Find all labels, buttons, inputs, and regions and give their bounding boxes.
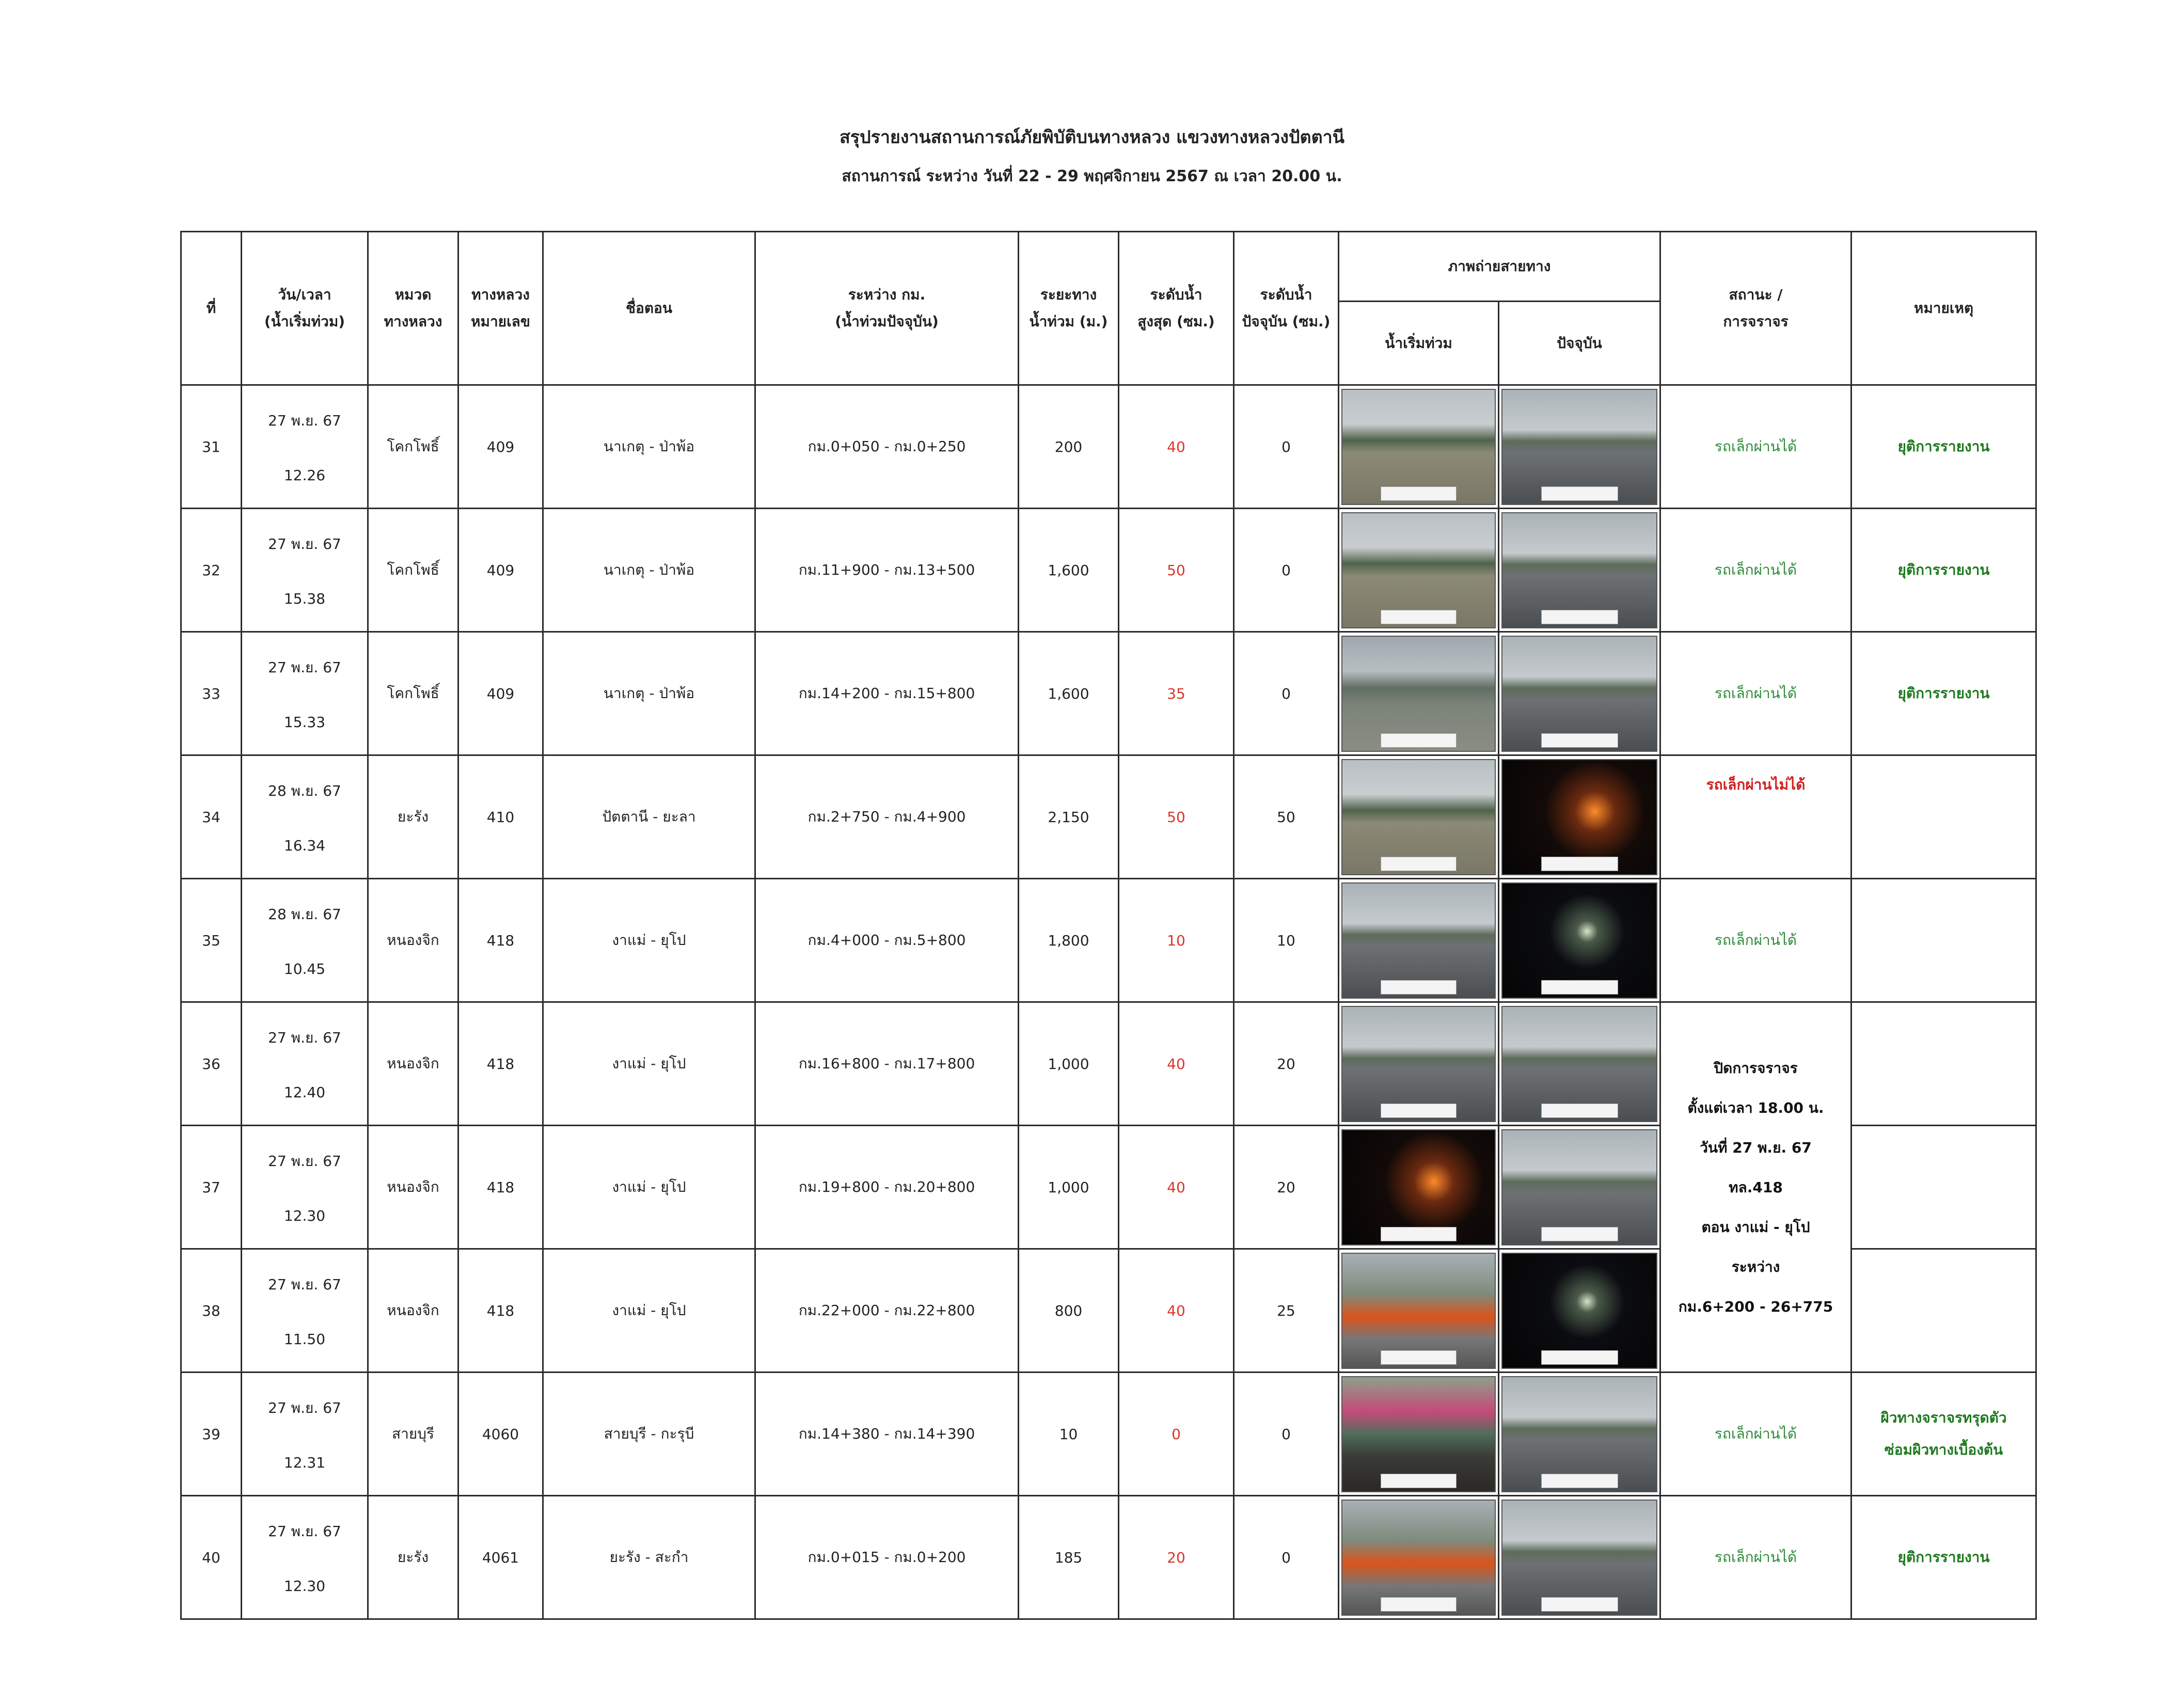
row-route: 4061	[458, 1496, 543, 1619]
col-header-max-level: ระดับน้ำ สูงสุด (ซม.)	[1119, 232, 1234, 385]
row-current-level: 25	[1234, 1249, 1339, 1373]
row-no: 36	[181, 1002, 242, 1126]
photo-start[interactable]	[1341, 389, 1496, 505]
photo-start[interactable]	[1341, 512, 1496, 628]
row-current-level: 0	[1234, 632, 1339, 755]
photo-now[interactable]	[1501, 389, 1657, 505]
row-max-level: 35	[1119, 632, 1234, 755]
row-status: รถเล็กผ่านได้	[1660, 1373, 1851, 1496]
row-district: หนองจิก	[368, 879, 458, 1002]
photo-start[interactable]	[1341, 1006, 1496, 1122]
row-status: รถเล็กผ่านได้	[1660, 385, 1851, 509]
photo-start[interactable]	[1341, 1253, 1496, 1369]
row-date: 27 พ.ย. 67 15.33	[242, 632, 368, 755]
row-date: 27 พ.ย. 67 12.26	[242, 385, 368, 509]
col-header-photo-now: ปัจจุบัน	[1499, 302, 1660, 385]
row-date: 27 พ.ย. 67 12.40	[242, 1002, 368, 1126]
closure-notice: ปิดการจราจร ตั้งแต่เวลา 18.00 น. วันที่ 27 พ.ย. 67 ทล.418 ตอน งาแม่ - ยุโป ระหว่าง กม.6+200 - 26+775	[1660, 1002, 1851, 1373]
row-length: 800	[1019, 1249, 1119, 1373]
photo-now[interactable]	[1501, 1376, 1657, 1492]
disaster-report-table	[180, 231, 2037, 1620]
row-max-level: 20	[1119, 1496, 1234, 1619]
col-header-no: ที่	[181, 232, 242, 385]
row-km: กม.2+750 - กม.4+900	[755, 755, 1019, 879]
row-length: 1,800	[1019, 879, 1119, 1002]
row-route: 410	[458, 755, 543, 879]
row-no: 35	[181, 879, 242, 1002]
row-district: สายบุรี	[368, 1373, 458, 1496]
row-status: รถเล็กผ่านได้	[1660, 879, 1851, 1002]
row-district: ยะรัง	[368, 1496, 458, 1619]
row-district: หนองจิก	[368, 1249, 458, 1373]
photo-start[interactable]	[1341, 882, 1496, 999]
row-current-level: 20	[1234, 1126, 1339, 1249]
row-no: 33	[181, 632, 242, 755]
row-remark: ยุติการรายงาน	[1851, 509, 2036, 632]
photo-now[interactable]	[1501, 882, 1657, 999]
col-header-photo-start: น้ำเริ่มท่วม	[1339, 302, 1499, 385]
row-date: 27 พ.ย. 67 12.30	[242, 1496, 368, 1619]
row-date: 27 พ.ย. 67 11.50	[242, 1249, 368, 1373]
row-length: 2,150	[1019, 755, 1119, 879]
row-route: 418	[458, 1249, 543, 1373]
row-max-level: 40	[1119, 1002, 1234, 1126]
row-route: 409	[458, 632, 543, 755]
row-status: รถเล็กผ่านไม่ได้	[1660, 755, 1851, 879]
table-row	[181, 509, 2036, 632]
photo-start[interactable]	[1341, 1376, 1496, 1492]
row-route: 418	[458, 879, 543, 1002]
row-date: 27 พ.ย. 67 12.31	[242, 1373, 368, 1496]
photo-start[interactable]	[1341, 759, 1496, 875]
row-district: ยะรัง	[368, 755, 458, 879]
row-remark: ยุติการรายงาน	[1851, 632, 2036, 755]
col-header-length: ระยะทาง น้ำท่วม (ม.)	[1019, 232, 1119, 385]
row-length: 200	[1019, 385, 1119, 509]
header-row	[181, 232, 2036, 302]
row-no: 37	[181, 1126, 242, 1249]
row-district: โคกโพธิ์	[368, 632, 458, 755]
col-header-district: หมวด ทางหลวง	[368, 232, 458, 385]
row-km: กม.14+380 - กม.14+390	[755, 1373, 1019, 1496]
row-max-level: 50	[1119, 755, 1234, 879]
row-section: ยะรัง - สะกำ	[543, 1496, 755, 1619]
row-max-level: 0	[1119, 1373, 1234, 1496]
row-district: โคกโพธิ์	[368, 385, 458, 509]
row-remark	[1851, 879, 2036, 1002]
col-header-km: ระหว่าง กม. (น้ำท่วมปัจจุบัน)	[755, 232, 1019, 385]
row-km: กม.0+015 - กม.0+200	[755, 1496, 1019, 1619]
row-current-level: 20	[1234, 1002, 1339, 1126]
photo-now[interactable]	[1501, 1253, 1657, 1369]
photo-start[interactable]	[1341, 1129, 1496, 1245]
row-section: นาเกตุ - ป่าพ้อ	[543, 385, 755, 509]
row-length: 1,600	[1019, 509, 1119, 632]
col-header-current-level: ระดับน้ำ ปัจจุบัน (ซม.)	[1234, 232, 1339, 385]
row-remark	[1851, 1126, 2036, 1249]
row-section: ปัตตานี - ยะลา	[543, 755, 755, 879]
row-district: หนองจิก	[368, 1126, 458, 1249]
table-row	[181, 879, 2036, 1002]
photo-now[interactable]	[1501, 636, 1657, 752]
photo-start[interactable]	[1341, 1500, 1496, 1616]
row-no: 31	[181, 385, 242, 509]
photo-now[interactable]	[1501, 512, 1657, 628]
row-date: 28 พ.ย. 67 16.34	[242, 755, 368, 879]
table-row	[181, 385, 2036, 509]
col-header-date: วัน/เวลา (น้ำเริ่มท่วม)	[242, 232, 368, 385]
row-remark: ยุติการรายงาน	[1851, 1496, 2036, 1619]
photo-now[interactable]	[1501, 1500, 1657, 1616]
row-current-level: 0	[1234, 1373, 1339, 1496]
row-km: กม.11+900 - กม.13+500	[755, 509, 1019, 632]
row-length: 1,600	[1019, 632, 1119, 755]
col-header-section: ชื่อตอน	[543, 232, 755, 385]
table-row	[181, 1002, 2036, 1126]
row-max-level: 10	[1119, 879, 1234, 1002]
row-section: งาแม่ - ยุโป	[543, 879, 755, 1002]
row-section: งาแม่ - ยุโป	[543, 1126, 755, 1249]
row-section: นาเกตุ - ป่าพ้อ	[543, 509, 755, 632]
row-section: งาแม่ - ยุโป	[543, 1002, 755, 1126]
row-section: สายบุรี - กะรุบี	[543, 1373, 755, 1496]
row-route: 418	[458, 1126, 543, 1249]
photo-now[interactable]	[1501, 1006, 1657, 1122]
row-status: รถเล็กผ่านได้	[1660, 1496, 1851, 1619]
col-header-status: สถานะ / การจราจร	[1660, 232, 1851, 385]
row-max-level: 40	[1119, 1126, 1234, 1249]
row-current-level: 0	[1234, 385, 1339, 509]
row-current-level: 50	[1234, 755, 1339, 879]
row-current-level: 0	[1234, 1496, 1339, 1619]
row-no: 34	[181, 755, 242, 879]
row-length: 1,000	[1019, 1002, 1119, 1126]
col-header-remark: หมายเหตุ	[1851, 232, 2036, 385]
row-remark: ยุติการรายงาน	[1851, 385, 2036, 509]
row-length: 1,000	[1019, 1126, 1119, 1249]
table-row	[181, 1496, 2036, 1619]
row-status: รถเล็กผ่านได้	[1660, 632, 1851, 755]
table-row	[181, 1373, 2036, 1496]
row-km: กม.0+050 - กม.0+250	[755, 385, 1019, 509]
row-km: กม.14+200 - กม.15+800	[755, 632, 1019, 755]
photo-now[interactable]	[1501, 1129, 1657, 1245]
row-km: กม.4+000 - กม.5+800	[755, 879, 1019, 1002]
col-header-photos: ภาพถ่ายสายทาง	[1339, 232, 1660, 302]
row-route: 409	[458, 385, 543, 509]
col-header-route: ทางหลวง หมายเลข	[458, 232, 543, 385]
page-subtitle: สถานการณ์ ระหว่าง วันที่ 22 - 29 พฤศจิกายน 2567 ณ เวลา 20.00 น.	[842, 167, 1342, 185]
row-no: 40	[181, 1496, 242, 1619]
row-remark	[1851, 1249, 2036, 1373]
row-district: หนองจิก	[368, 1002, 458, 1126]
row-km: กม.19+800 - กม.20+800	[755, 1126, 1019, 1249]
row-date: 27 พ.ย. 67 12.30	[242, 1126, 368, 1249]
row-section: งาแม่ - ยุโป	[543, 1249, 755, 1373]
row-remark	[1851, 755, 2036, 879]
row-no: 38	[181, 1249, 242, 1373]
row-date: 27 พ.ย. 67 15.38	[242, 509, 368, 632]
row-date: 28 พ.ย. 67 10.45	[242, 879, 368, 1002]
row-max-level: 40	[1119, 385, 1234, 509]
photo-start[interactable]	[1341, 636, 1496, 752]
table-row	[181, 755, 2036, 879]
row-district: โคกโพธิ์	[368, 509, 458, 632]
row-route: 409	[458, 509, 543, 632]
photo-now[interactable]	[1501, 759, 1657, 875]
row-route: 418	[458, 1002, 543, 1126]
row-status: รถเล็กผ่านได้	[1660, 509, 1851, 632]
row-max-level: 40	[1119, 1249, 1234, 1373]
row-current-level: 0	[1234, 509, 1339, 632]
row-no: 32	[181, 509, 242, 632]
row-current-level: 10	[1234, 879, 1339, 1002]
row-remark: ผิวทางจราจรทรุดตัว ซ่อมผิวทางเบื้องต้น	[1851, 1373, 2036, 1496]
row-length: 185	[1019, 1496, 1119, 1619]
table-row	[181, 632, 2036, 755]
row-remark	[1851, 1002, 2036, 1126]
row-length: 10	[1019, 1373, 1119, 1496]
row-max-level: 50	[1119, 509, 1234, 632]
row-km: กม.22+000 - กม.22+800	[755, 1249, 1019, 1373]
row-route: 4060	[458, 1373, 543, 1496]
row-km: กม.16+800 - กม.17+800	[755, 1002, 1019, 1126]
row-section: นาเกตุ - ป่าพ้อ	[543, 632, 755, 755]
row-no: 39	[181, 1373, 242, 1496]
page-title: สรุปรายงานสถานการณ์ภัยพิบัติบนทางหลวง แขวงทางหลวงปัตตานี	[839, 127, 1345, 148]
